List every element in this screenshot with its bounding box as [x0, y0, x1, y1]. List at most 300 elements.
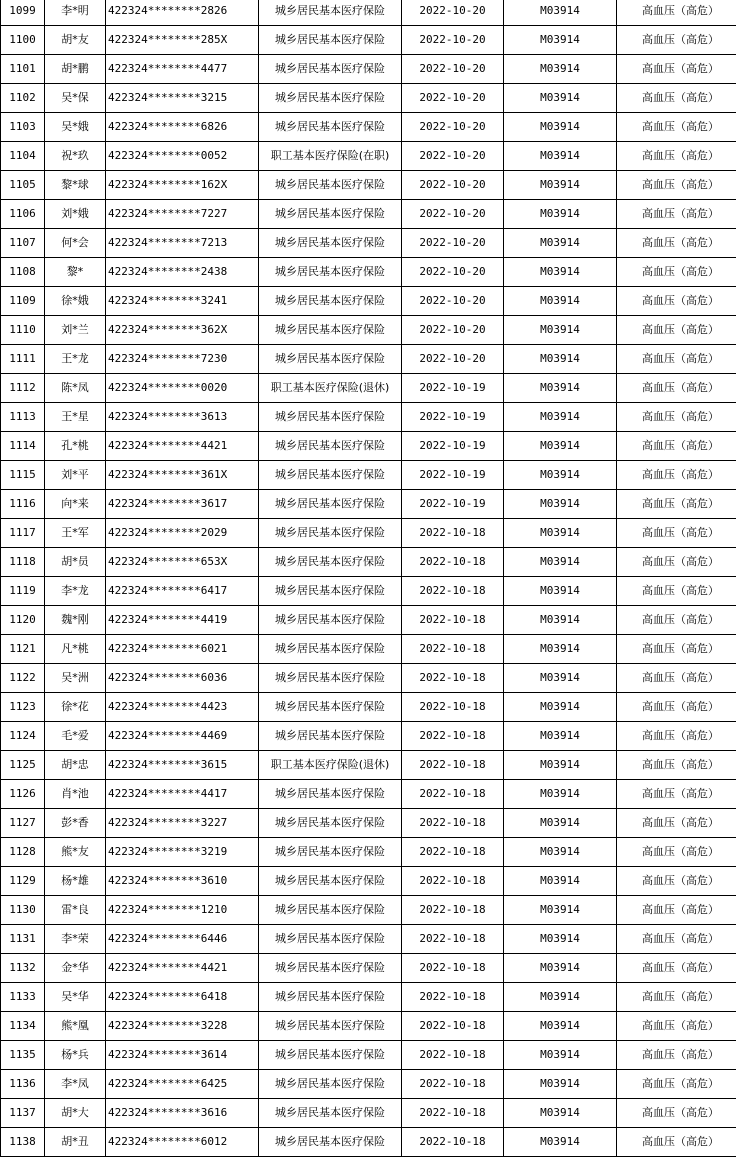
id-number-cell-text: 422324********6446 [108, 925, 258, 953]
diagnosis-code-cell-text: M03914 [540, 613, 580, 626]
diagnosis-code-cell [504, 142, 617, 171]
id-number-cell-text: 422324********6021 [108, 635, 258, 663]
id-number-cell [106, 142, 259, 171]
id-number-cell [106, 896, 259, 925]
date-cell-text: 2022-10-18 [419, 642, 485, 655]
disease-name-cell [617, 171, 736, 200]
disease-name-cell [617, 1070, 736, 1099]
id-number-cell-text: 422324********3616 [108, 1099, 258, 1127]
diagnosis-code-cell-text: M03914 [540, 961, 580, 974]
disease-name-cell-text: 高血压（高危） [642, 816, 719, 829]
row-number-cell-text: 1100 [9, 33, 36, 46]
row-number-cell [1, 896, 45, 925]
insurance-type-cell-text: 城乡居民基本医疗保险 [275, 642, 385, 655]
disease-name-cell-text: 高血压（高危） [642, 265, 719, 278]
row-number-cell-text: 1133 [9, 990, 36, 1003]
diagnosis-code-cell [504, 403, 617, 432]
id-number-cell-text: 422324********0052 [108, 142, 258, 170]
insurance-type-cell-text: 城乡居民基本医疗保险 [275, 120, 385, 133]
insurance-type-cell [259, 113, 402, 142]
patient-name-cell [45, 1041, 106, 1070]
disease-name-cell [617, 1041, 736, 1070]
id-number-cell [106, 1012, 259, 1041]
insurance-type-cell [259, 200, 402, 229]
id-number-cell-text: 422324********3613 [108, 403, 258, 431]
diagnosis-code-cell [504, 664, 617, 693]
id-number-cell [106, 664, 259, 693]
diagnosis-code-cell [504, 1012, 617, 1041]
disease-name-cell [617, 983, 736, 1012]
disease-name-cell [617, 229, 736, 258]
disease-name-cell-text: 高血压（高危） [642, 700, 719, 713]
insurance-type-cell [259, 838, 402, 867]
patient-name-cell-text: 李*凤 [45, 1070, 105, 1098]
insurance-type-cell-text: 城乡居民基本医疗保险 [275, 961, 385, 974]
row-number-cell [1, 954, 45, 983]
insurance-type-cell-text: 城乡居民基本医疗保险 [275, 1048, 385, 1061]
date-cell [402, 403, 504, 432]
diagnosis-code-cell [504, 925, 617, 954]
disease-name-cell-text: 高血压（高危） [642, 120, 719, 133]
id-number-cell-text: 422324********362X [108, 316, 258, 344]
patient-name-cell-text: 陈*凤 [45, 374, 105, 402]
row-number-cell [1, 867, 45, 896]
id-number-cell-text: 422324********4419 [108, 606, 258, 634]
id-number-cell-text: 422324********6012 [108, 1128, 258, 1156]
date-cell-text: 2022-10-18 [419, 961, 485, 974]
patient-name-cell-text: 黎*球 [45, 171, 105, 199]
disease-name-cell [617, 0, 736, 26]
patient-name-cell [45, 316, 106, 345]
date-cell [402, 200, 504, 229]
patient-name-cell-text: 杨*雄 [45, 867, 105, 895]
diagnosis-code-cell-text: M03914 [540, 236, 580, 249]
insurance-type-cell [259, 809, 402, 838]
id-number-cell [106, 26, 259, 55]
row-number-cell [1, 606, 45, 635]
insurance-type-cell-text: 城乡居民基本医疗保险 [275, 903, 385, 916]
disease-name-cell-text: 高血压（高危） [642, 642, 719, 655]
patient-name-cell-text: 李*龙 [45, 577, 105, 605]
disease-name-cell [617, 84, 736, 113]
id-number-cell-text: 422324********162X [108, 171, 258, 199]
diagnosis-code-cell [504, 519, 617, 548]
disease-name-cell-text: 高血压（高危） [642, 1048, 719, 1061]
id-number-cell-text: 422324********7227 [108, 200, 258, 228]
id-number-cell-text: 422324********4421 [108, 954, 258, 982]
date-cell [402, 26, 504, 55]
table-row [1, 490, 736, 519]
patient-name-cell [45, 1099, 106, 1128]
id-number-cell [106, 403, 259, 432]
insurance-type-cell [259, 142, 402, 171]
patient-name-cell-text: 刘*兰 [45, 316, 105, 344]
id-number-cell-text: 422324********3610 [108, 867, 258, 895]
row-number-cell-text: 1105 [9, 178, 36, 191]
patient-name-cell-text: 王*军 [45, 519, 105, 547]
diagnosis-code-cell-text: M03914 [540, 410, 580, 423]
row-number-cell [1, 1041, 45, 1070]
row-number-cell [1, 84, 45, 113]
date-cell [402, 664, 504, 693]
patient-name-cell-text: 雷*良 [45, 896, 105, 924]
table-row [1, 954, 736, 983]
insurance-type-cell-text: 城乡居民基本医疗保险 [275, 265, 385, 278]
insurance-type-cell [259, 925, 402, 954]
disease-name-cell [617, 490, 736, 519]
insurance-type-cell [259, 461, 402, 490]
patient-name-cell-text: 熊*友 [45, 838, 105, 866]
patient-name-cell [45, 519, 106, 548]
date-cell [402, 432, 504, 461]
date-cell [402, 345, 504, 374]
patient-name-cell-text: 向*来 [45, 490, 105, 518]
diagnosis-code-cell-text: M03914 [540, 294, 580, 307]
disease-name-cell [617, 838, 736, 867]
row-number-cell [1, 1012, 45, 1041]
row-number-cell-text: 1108 [9, 265, 36, 278]
insurance-type-cell [259, 229, 402, 258]
date-cell [402, 461, 504, 490]
patient-name-cell [45, 664, 106, 693]
insurance-type-cell-text: 城乡居民基本医疗保险 [275, 62, 385, 75]
id-number-cell-text: 422324********285X [108, 26, 258, 54]
diagnosis-code-cell-text: M03914 [540, 265, 580, 278]
insurance-type-cell [259, 751, 402, 780]
diagnosis-code-cell-text: M03914 [540, 468, 580, 481]
insurance-type-cell-text: 城乡居民基本医疗保险 [275, 1135, 385, 1148]
date-cell-text: 2022-10-20 [419, 149, 485, 162]
row-number-cell [1, 258, 45, 287]
patient-name-cell-text: 孔*桃 [45, 432, 105, 460]
row-number-cell-text: 1101 [9, 62, 36, 75]
patient-name-cell [45, 896, 106, 925]
insurance-type-cell-text: 城乡居民基本医疗保险 [275, 33, 385, 46]
insurance-type-cell-text: 城乡居民基本医疗保险 [275, 1077, 385, 1090]
diagnosis-code-cell-text: M03914 [540, 323, 580, 336]
row-number-cell [1, 1070, 45, 1099]
table-row [1, 316, 736, 345]
patient-name-cell [45, 345, 106, 374]
table-row [1, 287, 736, 316]
patient-name-cell [45, 693, 106, 722]
date-cell-text: 2022-10-20 [419, 236, 485, 249]
row-number-cell-text: 1103 [9, 120, 36, 133]
diagnosis-code-cell [504, 722, 617, 751]
row-number-cell [1, 780, 45, 809]
insurance-type-cell-text: 城乡居民基本医疗保险 [275, 932, 385, 945]
id-number-cell [106, 490, 259, 519]
patient-name-cell-text: 徐*花 [45, 693, 105, 721]
date-cell-text: 2022-10-18 [419, 990, 485, 1003]
disease-name-cell [617, 345, 736, 374]
insurance-type-cell [259, 635, 402, 664]
insurance-type-cell [259, 171, 402, 200]
id-number-cell-text: 422324********2438 [108, 258, 258, 286]
id-number-cell [106, 171, 259, 200]
row-number-cell [1, 55, 45, 84]
row-number-cell-text: 1128 [9, 845, 36, 858]
disease-name-cell-text: 高血压（高危） [642, 1135, 719, 1148]
diagnosis-code-cell [504, 1041, 617, 1070]
id-number-cell-text: 422324********4421 [108, 432, 258, 460]
row-number-cell-text: 1138 [9, 1135, 36, 1148]
row-number-cell [1, 200, 45, 229]
patient-name-cell-text: 李*荣 [45, 925, 105, 953]
disease-name-cell-text: 高血压（高危） [642, 990, 719, 1003]
diagnosis-code-cell-text: M03914 [540, 874, 580, 887]
patient-name-cell [45, 983, 106, 1012]
id-number-cell-text: 422324********3617 [108, 490, 258, 518]
date-cell-text: 2022-10-20 [419, 62, 485, 75]
row-number-cell-text: 1121 [9, 642, 36, 655]
date-cell-text: 2022-10-18 [419, 555, 485, 568]
id-number-cell [106, 809, 259, 838]
disease-name-cell-text: 高血压（高危） [642, 555, 719, 568]
row-number-cell [1, 345, 45, 374]
diagnosis-code-cell [504, 345, 617, 374]
patient-name-cell [45, 722, 106, 751]
date-cell [402, 838, 504, 867]
row-number-cell [1, 693, 45, 722]
id-number-cell [106, 606, 259, 635]
patient-name-cell-text: 刘*娥 [45, 200, 105, 228]
table-row [1, 867, 736, 896]
patient-name-cell [45, 26, 106, 55]
date-cell [402, 751, 504, 780]
insurance-type-cell-text: 城乡居民基本医疗保险 [275, 613, 385, 626]
row-number-cell-text: 1135 [9, 1048, 36, 1061]
row-number-cell-text: 1099 [9, 4, 36, 17]
date-cell [402, 0, 504, 26]
id-number-cell [106, 432, 259, 461]
insurance-type-cell-text: 城乡居民基本医疗保险 [275, 1106, 385, 1119]
id-number-cell-text: 422324********653X [108, 548, 258, 576]
id-number-cell [106, 548, 259, 577]
table-row [1, 374, 736, 403]
disease-name-cell [617, 809, 736, 838]
patient-name-cell-text: 魏*刚 [45, 606, 105, 634]
table-row [1, 1041, 736, 1070]
id-number-cell [106, 635, 259, 664]
patient-name-cell [45, 84, 106, 113]
table-row [1, 461, 736, 490]
row-number-cell [1, 1099, 45, 1128]
diagnosis-code-cell [504, 200, 617, 229]
insurance-type-cell [259, 548, 402, 577]
id-number-cell-text: 422324********4477 [108, 55, 258, 83]
id-number-cell [106, 229, 259, 258]
row-number-cell-text: 1113 [9, 410, 36, 423]
disease-name-cell [617, 200, 736, 229]
diagnosis-code-cell [504, 432, 617, 461]
row-number-cell-text: 1118 [9, 555, 36, 568]
diagnosis-code-cell [504, 55, 617, 84]
patient-name-cell [45, 1012, 106, 1041]
patient-name-cell-text: 刘*平 [45, 461, 105, 489]
disease-name-cell-text: 高血压（高危） [642, 1077, 719, 1090]
id-number-cell-text: 422324********2029 [108, 519, 258, 547]
insurance-type-cell-text: 城乡居民基本医疗保险 [275, 439, 385, 452]
insurance-type-cell [259, 722, 402, 751]
date-cell [402, 606, 504, 635]
disease-name-cell-text: 高血压（高危） [642, 178, 719, 191]
date-cell [402, 84, 504, 113]
patient-name-cell [45, 925, 106, 954]
diagnosis-code-cell-text: M03914 [540, 932, 580, 945]
id-number-cell [106, 519, 259, 548]
diagnosis-code-cell-text: M03914 [540, 1048, 580, 1061]
diagnosis-code-cell [504, 606, 617, 635]
insurance-type-cell [259, 896, 402, 925]
diagnosis-code-cell-text: M03914 [540, 149, 580, 162]
date-cell [402, 229, 504, 258]
table-row [1, 896, 736, 925]
diagnosis-code-cell [504, 954, 617, 983]
patient-name-cell [45, 1128, 106, 1157]
patient-name-cell [45, 200, 106, 229]
table-row [1, 200, 736, 229]
id-number-cell [106, 0, 259, 26]
id-number-cell [106, 1070, 259, 1099]
patient-name-cell [45, 258, 106, 287]
diagnosis-code-cell-text: M03914 [540, 207, 580, 220]
diagnosis-code-cell [504, 548, 617, 577]
disease-name-cell [617, 867, 736, 896]
diagnosis-code-cell-text: M03914 [540, 4, 580, 17]
date-cell-text: 2022-10-18 [419, 787, 485, 800]
id-number-cell-text: 422324********6036 [108, 664, 258, 692]
disease-name-cell-text: 高血压（高危） [642, 410, 719, 423]
patient-name-cell [45, 1070, 106, 1099]
row-number-cell-text: 1127 [9, 816, 36, 829]
table-row [1, 403, 736, 432]
row-number-cell [1, 0, 45, 26]
disease-name-cell [617, 461, 736, 490]
diagnosis-code-cell-text: M03914 [540, 671, 580, 684]
patient-name-cell [45, 287, 106, 316]
date-cell-text: 2022-10-18 [419, 700, 485, 713]
disease-name-cell [617, 722, 736, 751]
date-cell [402, 287, 504, 316]
insurance-type-cell-text: 城乡居民基本医疗保险 [275, 729, 385, 742]
diagnosis-code-cell [504, 0, 617, 26]
id-number-cell-text: 422324********7230 [108, 345, 258, 373]
row-number-cell [1, 809, 45, 838]
row-number-cell-text: 1114 [9, 439, 36, 452]
row-number-cell [1, 490, 45, 519]
row-number-cell [1, 229, 45, 258]
date-cell-text: 2022-10-20 [419, 265, 485, 278]
id-number-cell [106, 1099, 259, 1128]
table-row [1, 577, 736, 606]
date-cell-text: 2022-10-18 [419, 671, 485, 684]
patient-name-cell [45, 229, 106, 258]
disease-name-cell [617, 896, 736, 925]
patient-name-cell [45, 867, 106, 896]
insurance-type-cell-text: 城乡居民基本医疗保险 [275, 468, 385, 481]
patient-name-cell [45, 374, 106, 403]
disease-name-cell-text: 高血压（高危） [642, 584, 719, 597]
table-row [1, 838, 736, 867]
id-number-cell-text: 422324********3615 [108, 751, 258, 779]
row-number-cell [1, 26, 45, 55]
patient-name-cell [45, 142, 106, 171]
date-cell [402, 722, 504, 751]
insurance-type-cell-text: 城乡居民基本医疗保险 [275, 816, 385, 829]
patient-name-cell-text: 吴*保 [45, 84, 105, 112]
insurance-type-cell-text: 城乡居民基本医疗保险 [275, 671, 385, 684]
date-cell [402, 490, 504, 519]
insurance-type-cell-text: 城乡居民基本医疗保险 [275, 497, 385, 510]
row-number-cell [1, 519, 45, 548]
date-cell-text: 2022-10-18 [419, 845, 485, 858]
table-row [1, 983, 736, 1012]
table-row [1, 258, 736, 287]
row-number-cell [1, 983, 45, 1012]
disease-name-cell [617, 519, 736, 548]
date-cell-text: 2022-10-20 [419, 323, 485, 336]
diagnosis-code-cell-text: M03914 [540, 33, 580, 46]
id-number-cell [106, 1041, 259, 1070]
disease-name-cell [617, 606, 736, 635]
disease-name-cell [617, 142, 736, 171]
patient-name-cell-text: 王*星 [45, 403, 105, 431]
patient-name-cell-text: 肖*池 [45, 780, 105, 808]
diagnosis-code-cell [504, 751, 617, 780]
table-row [1, 142, 736, 171]
patient-name-cell [45, 954, 106, 983]
id-number-cell [106, 461, 259, 490]
row-number-cell-text: 1120 [9, 613, 36, 626]
id-number-cell [106, 983, 259, 1012]
patient-name-cell [45, 490, 106, 519]
disease-name-cell [617, 374, 736, 403]
patient-name-cell-text: 吴*洲 [45, 664, 105, 692]
row-number-cell-text: 1137 [9, 1106, 36, 1119]
insurance-type-cell [259, 432, 402, 461]
row-number-cell [1, 577, 45, 606]
patient-name-cell-text: 胡*大 [45, 1099, 105, 1127]
id-number-cell-text: 422324********0020 [108, 374, 258, 402]
insurance-type-cell [259, 287, 402, 316]
patient-name-cell [45, 838, 106, 867]
disease-name-cell [617, 664, 736, 693]
id-number-cell [106, 577, 259, 606]
row-number-cell-text: 1119 [9, 584, 36, 597]
disease-name-cell [617, 635, 736, 664]
patient-name-cell-text: 祝*玖 [45, 142, 105, 170]
row-number-cell [1, 635, 45, 664]
row-number-cell-text: 1125 [9, 758, 36, 771]
records-table-body [1, 0, 736, 1157]
insurance-type-cell [259, 664, 402, 693]
date-cell [402, 577, 504, 606]
row-number-cell-text: 1110 [9, 323, 36, 336]
insurance-type-cell-text: 城乡居民基本医疗保险 [275, 323, 385, 336]
disease-name-cell-text: 高血压（高危） [642, 671, 719, 684]
disease-name-cell-text: 高血压（高危） [642, 91, 719, 104]
table-row [1, 722, 736, 751]
id-number-cell [106, 345, 259, 374]
row-number-cell-text: 1112 [9, 381, 36, 394]
date-cell [402, 1070, 504, 1099]
disease-name-cell [617, 403, 736, 432]
patient-name-cell [45, 606, 106, 635]
insurance-type-cell [259, 1070, 402, 1099]
diagnosis-code-cell-text: M03914 [540, 439, 580, 452]
insurance-type-cell [259, 867, 402, 896]
